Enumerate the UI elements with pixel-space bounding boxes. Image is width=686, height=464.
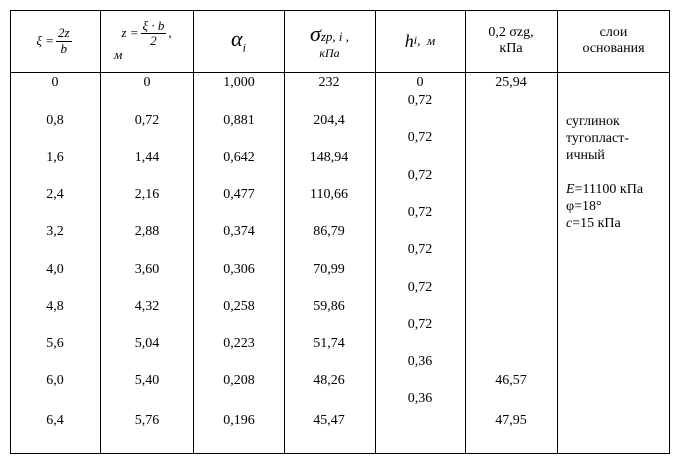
cell-alpha: 0,306	[223, 262, 255, 277]
header-z-comma: ,	[168, 25, 172, 41]
cell-alpha: 0,208	[223, 373, 255, 388]
cell-xi: 6,0	[46, 373, 64, 388]
header-layers-line1: слои	[599, 24, 628, 40]
header-h-unit: , м	[417, 32, 436, 48]
header-z-numerator: ξ · b	[142, 17, 165, 33]
cell-z: 3,60	[134, 262, 160, 277]
cell-h-interval: 0,72	[407, 168, 433, 183]
cell-alpha: 0,881	[223, 113, 255, 128]
cell-xi: 0	[51, 75, 59, 90]
header-z	[100, 10, 193, 72]
soil-cohesion	[566, 215, 643, 232]
header-sigma-symbol: σ	[309, 21, 321, 47]
soil-consistency-1: тугопласт-	[566, 131, 630, 146]
header-alpha	[193, 10, 284, 72]
soil-cohesion-value: =15 кПа	[572, 216, 621, 231]
header-sigma-unit: кПа	[319, 45, 340, 60]
soil-description	[566, 113, 643, 232]
header-sigma	[284, 10, 375, 72]
cell-xi: 5,6	[46, 336, 64, 351]
soil-name: суглинок	[566, 114, 620, 129]
cell-sigma: 48,26	[313, 373, 345, 388]
cell-z: 1,44	[134, 150, 160, 165]
header-z-unit: м	[114, 47, 123, 63]
header-h-subscript: i	[413, 33, 418, 48]
header-xi-lhs: ξ =	[36, 32, 55, 48]
header-separator	[10, 72, 670, 73]
header-sigma-subscript: zp, i ,	[320, 29, 350, 45]
header-layers	[557, 10, 670, 72]
cell-sigma: 148,94	[309, 150, 349, 165]
header-xi	[10, 10, 100, 72]
header-alpha-subscript: i	[242, 40, 246, 55]
cell-h-interval: 0,72	[407, 317, 433, 332]
header-xi-numerator: 2z	[58, 25, 70, 41]
cell-szg: 46,57	[495, 373, 527, 388]
cell-sigma: 86,79	[313, 224, 345, 239]
header-sigma-zg-unit: кПа	[499, 41, 523, 56]
header-xi-fraction	[56, 26, 72, 56]
cell-h-interval: 0,36	[407, 391, 433, 406]
soil-modulus-value: =11100 кПа	[574, 182, 644, 197]
cell-xi: 0,8	[46, 113, 64, 128]
cell-z: 2,88	[134, 224, 160, 239]
cell-xi: 2,4	[46, 187, 64, 202]
soil-cohesion-symbol: c	[566, 216, 573, 231]
header-alpha-symbol: α	[231, 26, 243, 52]
header-z-lhs: z =	[121, 25, 139, 41]
cell-xi: 1,6	[46, 150, 64, 165]
cell-h-interval: 0,72	[407, 130, 433, 145]
cell-sigma: 232	[318, 75, 340, 90]
cell-alpha: 0,258	[223, 299, 255, 314]
cell-z: 5,04	[134, 336, 160, 351]
cell-xi: 6,4	[46, 413, 64, 428]
header-z-denominator: 2	[150, 33, 157, 49]
header-sigma-zg-label: 0,2 σzg,	[488, 24, 534, 40]
cell-h-interval: 0,72	[407, 93, 433, 108]
cell-h-interval: 0,72	[407, 242, 433, 257]
cell-sigma: 70,99	[313, 262, 345, 277]
cell-alpha: 0,477	[223, 187, 255, 202]
cell-h: 0	[416, 75, 424, 90]
cell-alpha: 0,223	[223, 336, 255, 351]
cell-sigma: 45,47	[313, 413, 345, 428]
cell-xi: 3,2	[46, 224, 64, 239]
cell-h-interval: 0,72	[407, 280, 433, 295]
cell-xi: 4,8	[46, 299, 64, 314]
cell-z: 0	[143, 75, 151, 90]
header-xi-denominator: b	[60, 40, 68, 56]
soil-modulus-symbol: E	[566, 182, 575, 197]
cell-h-interval: 0,72	[407, 205, 433, 220]
header-layers-line2: основания	[582, 41, 645, 56]
header-h	[375, 10, 465, 72]
soil-friction-angle: φ=18°	[566, 199, 602, 214]
cell-sigma: 110,66	[310, 187, 348, 202]
cell-alpha: 0,374	[223, 224, 255, 239]
cell-z: 5,76	[134, 413, 160, 428]
soil-modulus	[566, 181, 643, 198]
cell-xi: 4,0	[46, 262, 64, 277]
soil-consistency-2: ичный	[566, 148, 605, 163]
cell-z: 0,72	[134, 113, 160, 128]
cell-h-interval: 0,36	[407, 354, 433, 369]
cell-sigma: 51,74	[313, 336, 345, 351]
header-sigma-zg	[465, 10, 557, 72]
cell-z: 5,40	[134, 373, 160, 388]
cell-z: 2,16	[134, 187, 160, 202]
header-z-fraction	[141, 19, 167, 49]
cell-alpha: 1,000	[223, 75, 255, 90]
cell-z: 4,32	[134, 299, 160, 314]
cell-sigma: 59,86	[313, 299, 345, 314]
cell-szg: 47,95	[495, 413, 527, 428]
cell-szg: 25,94	[495, 75, 527, 90]
cell-sigma: 204,4	[313, 113, 345, 128]
header-h-symbol: h	[404, 30, 414, 51]
cell-alpha: 0,196	[223, 413, 255, 428]
cell-alpha: 0,642	[223, 150, 255, 165]
